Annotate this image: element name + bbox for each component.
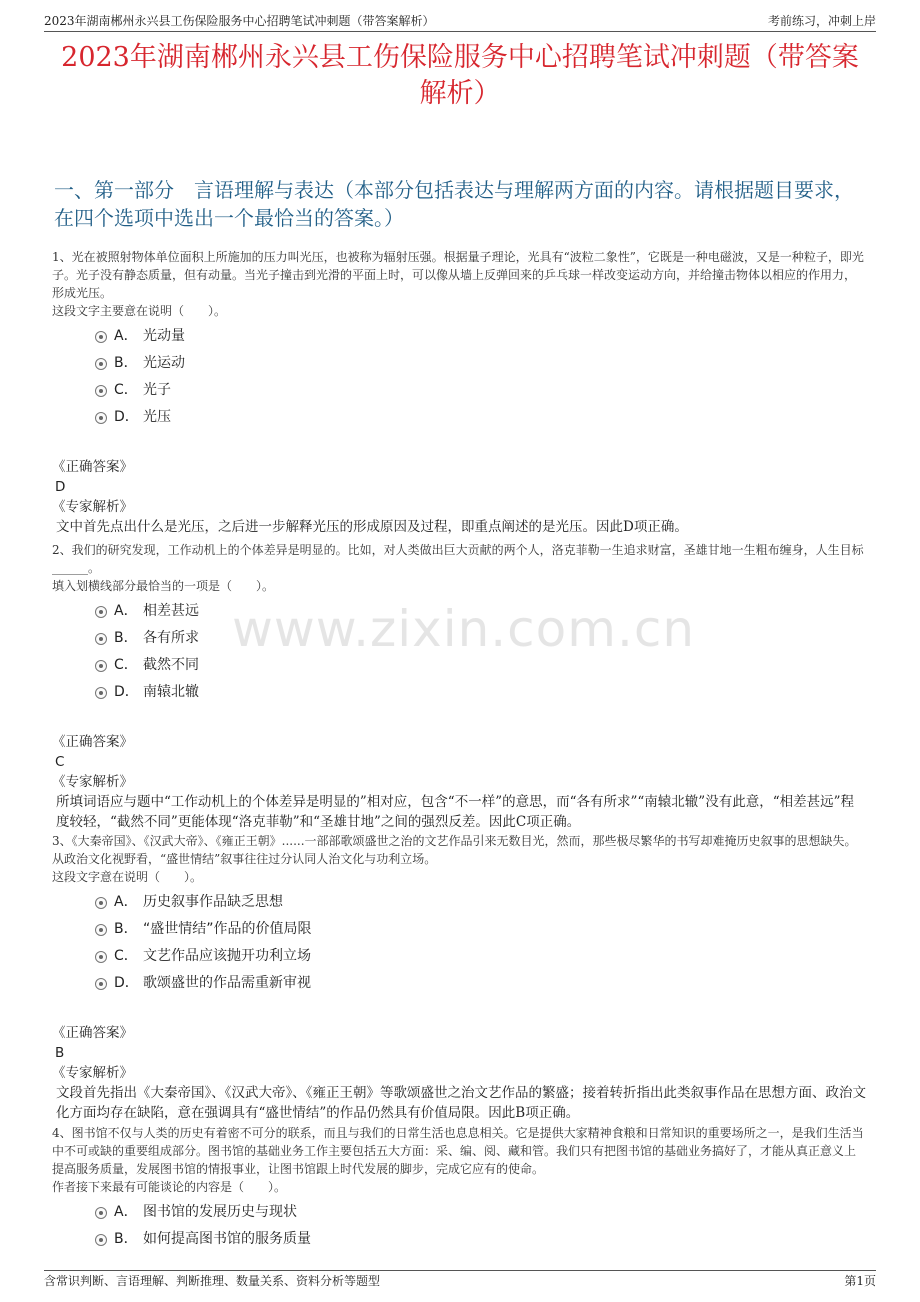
question-prompt: 这段文字意在说明（ ）。 [52, 870, 203, 884]
question-4 [52, 1124, 866, 1253]
answer-value: D [55, 479, 66, 495]
page-title: 2023年湖南郴州永兴县工伤保险服务中心招聘笔试冲刺题（带答案解析） [61, 42, 859, 109]
radio-icon[interactable] [95, 633, 107, 645]
option-text: 光动量 [143, 328, 185, 344]
question-2 [52, 541, 866, 832]
option-letter: C． [114, 657, 138, 673]
analysis-text: 所填词语应与题中“工作动机上的个体差异是明显的”相对应，包含“不一样”的意思，而“各有所求”“南辕北辙”没有此意，“相差甚远”程度较轻，“截然不同”更能体现“洛克菲勒”和“圣雄甘地”之间的强烈反差。因此C项正确。 [56, 794, 855, 830]
analysis-label: 《专家解析》 [52, 1065, 133, 1081]
question-prompt: 作者接下来最有可能谈论的内容是（ ）。 [52, 1180, 287, 1194]
option-a[interactable] [52, 1199, 866, 1226]
question-stem: 1、光在被照射物体单位面积上所施加的压力叫光压，也被称为辐射压强。根据量子理论，光具有“波粒二象性”，它既是一种电磁波，又是一种粒子，即光子。光子没有静态质量，但有动量。当光子撞击到光滑的平面上时，可以像从墙上反弹回来的乒乓球一样改变运动方向，并给撞击物体以相应的作用力，形成光压。 [52, 250, 864, 300]
option-a[interactable] [52, 889, 866, 916]
radio-icon[interactable] [95, 412, 107, 424]
answer-value: C [55, 754, 65, 770]
option-letter: D． [114, 684, 139, 700]
option-letter: C． [114, 382, 138, 398]
question-prompt: 填入划横线部分最恰当的一项是（ ）。 [52, 579, 275, 593]
option-text: 各有所求 [143, 630, 199, 646]
option-letter: D． [114, 975, 139, 991]
radio-icon[interactable] [95, 897, 107, 909]
option-text: 历史叙事作品缺乏思想 [143, 894, 283, 910]
option-letter: B． [114, 921, 138, 937]
answer-label: 《正确答案》 [52, 734, 133, 750]
watermark: www.zixin.com.cn [232, 600, 696, 658]
option-a[interactable] [52, 598, 866, 625]
radio-icon[interactable] [95, 385, 107, 397]
answer-label: 《正确答案》 [52, 1025, 133, 1041]
radio-icon[interactable] [95, 358, 107, 370]
page-header [44, 10, 876, 32]
answer-value: B [55, 1045, 65, 1061]
analysis-text: 文段首先指出《大秦帝国》、《汉武大帝》、《雍正王朝》等歌颂盛世之治文艺作品的繁盛；接着转折指出此类叙事作品在思想方面、政治文化方面均存在缺陷，意在强调具有“盛世情结”的作品仍然具有价值局限。因此B项正确。 [56, 1085, 866, 1121]
question-3 [52, 832, 866, 1123]
option-list [52, 1199, 866, 1253]
option-a[interactable] [52, 323, 866, 350]
analysis-label: 《专家解析》 [52, 774, 133, 790]
header-doc-title: 2023年湖南郴州永兴县工伤保险服务中心招聘笔试冲刺题（带答案解析） [44, 14, 435, 28]
radio-icon[interactable] [95, 1207, 107, 1219]
option-text: 歌颂盛世的作品需重新审视 [143, 975, 311, 991]
answer-label: 《正确答案》 [52, 459, 133, 475]
option-letter: B． [114, 630, 138, 646]
radio-icon[interactable] [95, 687, 107, 699]
option-text: 如何提高图书馆的服务质量 [143, 1231, 311, 1247]
page-number: 第1页 [844, 1274, 876, 1288]
analysis-text: 文中首先点出什么是光压，之后进一步解释光压的形成原因及过程，即重点阐述的是光压。因此D项正确。 [56, 519, 688, 535]
option-b[interactable] [52, 916, 866, 943]
option-letter: C． [114, 948, 138, 964]
question-stem: 3、《大秦帝国》、《汉武大帝》、《雍正王朝》......一部部歌颂盛世之治的文艺作品引来无数目光，然而，那些极尽繁华的书写却难掩历史叙事的思想缺失。从政治文化视野看，“盛世情结”叙事往往过分认同人治文化与功利立场。 [52, 834, 857, 866]
answer-block [52, 1023, 866, 1123]
radio-icon[interactable] [95, 951, 107, 963]
question-prompt: 这段文字主要意在说明（ ）。 [52, 304, 227, 318]
option-text: 图书馆的发展历史与现状 [143, 1204, 297, 1220]
option-c[interactable] [52, 652, 866, 679]
radio-icon[interactable] [95, 606, 107, 618]
option-text: 南辕北辙 [143, 684, 199, 700]
radio-icon[interactable] [95, 660, 107, 672]
option-letter: B． [114, 355, 138, 371]
option-letter: A． [114, 894, 138, 910]
option-text: 截然不同 [143, 657, 199, 673]
option-list [52, 889, 866, 997]
answer-block [52, 732, 866, 832]
question-1 [52, 248, 866, 537]
section-heading: 一、第一部分 言语理解与表达（本部分包括表达与理解两方面的内容。请根据题目要求，在四个选项中选出一个最恰当的答案。） [54, 178, 854, 230]
option-list [52, 598, 866, 706]
footer-topics: 含常识判断、言语理解、判断推理、数量关系、资料分析等题型 [44, 1274, 381, 1288]
footer-divider [44, 1270, 876, 1271]
option-letter: B． [114, 1231, 138, 1247]
header-slogan: 考前练习，冲刺上岸 [767, 14, 876, 28]
answer-block [52, 457, 866, 537]
radio-icon[interactable] [95, 331, 107, 343]
option-text: 光压 [143, 409, 171, 425]
option-b[interactable] [52, 625, 866, 652]
option-c[interactable] [52, 943, 866, 970]
radio-icon[interactable] [95, 978, 107, 990]
option-d[interactable] [52, 404, 866, 431]
analysis-label: 《专家解析》 [52, 499, 133, 515]
question-stem: 2、我们的研究发现，工作动机上的个体差异是明显的。比如，对人类做出巨大贡献的两个人，洛克菲勒一生追求财富，圣雄甘地一生粗布缠身，人生目标______。 [52, 543, 864, 575]
option-text: “盛世情结”作品的价值局限 [143, 921, 312, 937]
option-b[interactable] [52, 1226, 866, 1253]
option-text: 文艺作品应该抛开功利立场 [143, 948, 311, 964]
option-d[interactable] [52, 970, 866, 997]
option-list [52, 323, 866, 431]
option-letter: A． [114, 1204, 138, 1220]
option-d[interactable] [52, 679, 866, 706]
option-letter: D． [114, 409, 139, 425]
option-text: 相差甚远 [143, 603, 199, 619]
option-text: 光子 [143, 382, 171, 398]
option-text: 光运动 [143, 355, 185, 371]
radio-icon[interactable] [95, 924, 107, 936]
header-divider [44, 31, 876, 32]
option-letter: A． [114, 328, 138, 344]
question-stem: 4、图书馆不仅与人类的历史有着密不可分的联系，而且与我们的日常生活也息息相关。它是提供大家精神食粮和日常知识的重要场所之一，是我们生活当中不可或缺的重要组成部分。图书馆的基础业务工作主要包括五大方面：采、编、阅、藏和管。我们只有把图书馆的基础业务搞好了，才能从真正意义上提高服务质量，发展图书馆的情报事业，让图书馆跟上时代发展的脚步，完成它应有的使命。 [52, 1126, 864, 1176]
option-b[interactable] [52, 350, 866, 377]
radio-icon[interactable] [95, 1234, 107, 1246]
option-c[interactable] [52, 377, 866, 404]
option-letter: A． [114, 603, 138, 619]
